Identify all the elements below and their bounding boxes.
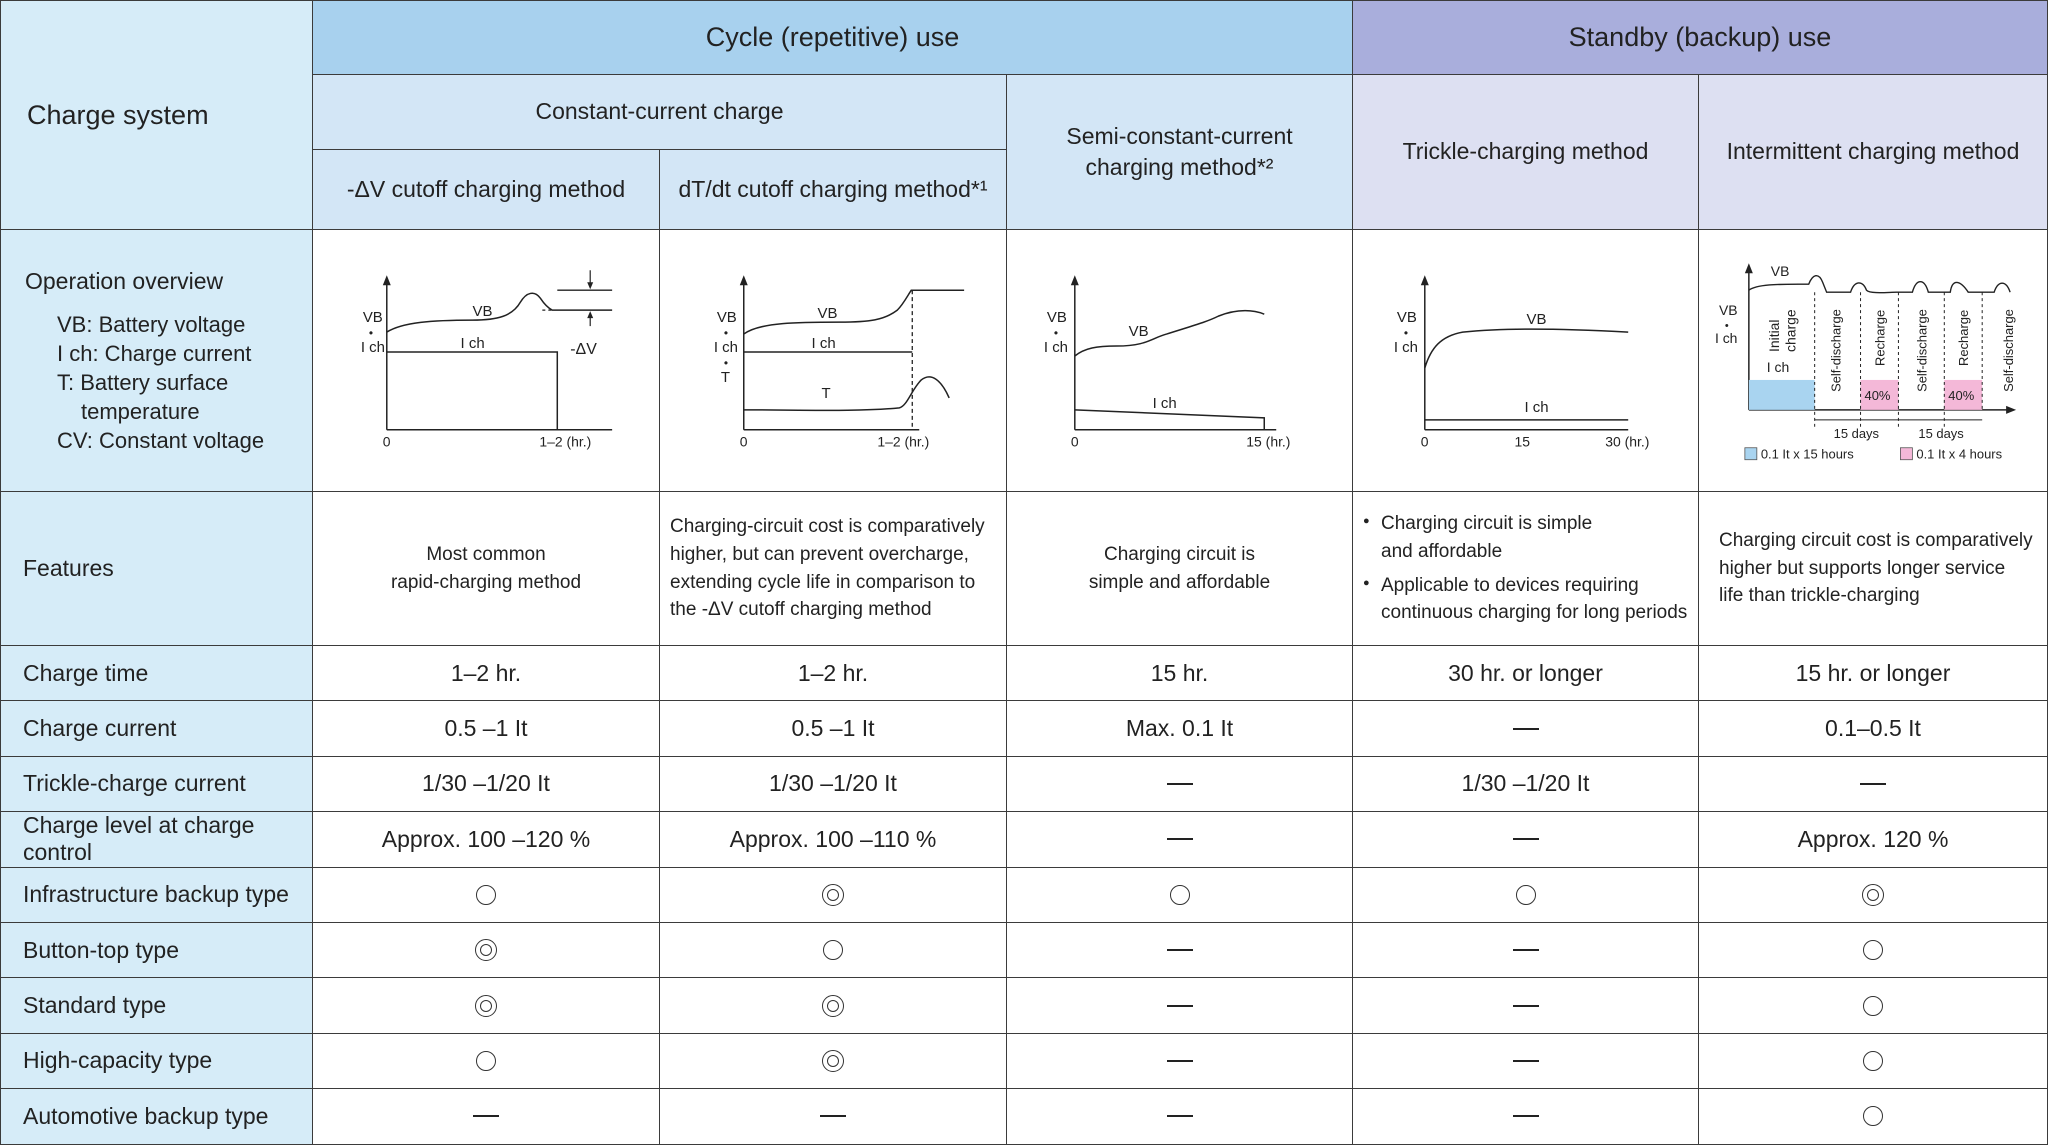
row-label-text: Automotive backup type — [23, 1102, 269, 1129]
table-cell — [313, 978, 660, 1033]
features-intermittent-2: higher but supports longer service — [1719, 557, 2006, 579]
overview-cv: CV: Constant voltage — [57, 428, 265, 454]
row-label — [0, 868, 313, 923]
cell-value: 1/30 –1/20 It — [1461, 770, 1590, 797]
table-cell — [1007, 1089, 1353, 1144]
g5-ich-axis: I ch — [1714, 329, 1738, 346]
dtdt-cutoff-header — [660, 150, 1007, 230]
g1-dv-label: -ΔV — [570, 340, 597, 358]
charge-system-label: Charge system — [27, 99, 209, 130]
circle-icon — [823, 940, 843, 960]
graph-semi-constant-cell — [1007, 230, 1353, 492]
row-label-text: Standard type — [23, 992, 167, 1019]
double-circle-icon — [822, 884, 844, 906]
g1-vb-axis: VB — [362, 308, 383, 326]
row-label — [0, 1089, 313, 1144]
semi-constant-label-2: charging method*² — [1085, 154, 1274, 180]
dash-icon — [1513, 1005, 1539, 1007]
dash-icon — [1513, 838, 1539, 840]
g5-dot: • — [1724, 319, 1729, 332]
table-cell — [1353, 1089, 1699, 1144]
row-label — [0, 923, 313, 978]
table-cell — [313, 812, 660, 867]
intermittent-header — [1699, 75, 2048, 230]
g2-vb-axis: VB — [716, 308, 737, 326]
double-circle-icon — [822, 1050, 844, 1072]
g5-legend-swatch-1 — [1745, 447, 1757, 459]
graph-semi-constant — [1007, 230, 1352, 492]
g5-initial-2: charge — [1782, 308, 1799, 352]
g3-vb-curve — [1075, 310, 1264, 355]
g5-days-2: 15 days — [1918, 425, 1964, 441]
table-cell — [1699, 646, 2048, 701]
table-cell — [660, 868, 1007, 923]
circle-icon — [476, 1051, 496, 1071]
circle-icon — [476, 885, 496, 905]
dash-icon — [820, 1115, 846, 1117]
g1-ich-line — [387, 352, 612, 430]
dash-icon — [1167, 783, 1193, 785]
g4-x1: 15 — [1514, 433, 1531, 450]
g2-ich-label: I ch — [811, 334, 836, 352]
dv-cutoff-header — [313, 150, 660, 230]
cell-value: 0.5 –1 It — [791, 715, 875, 742]
g5-self-discharge-3: Self-discharge — [2001, 308, 2017, 392]
table-cell — [1353, 978, 1699, 1033]
table-cell — [313, 1034, 660, 1089]
row-label — [0, 701, 313, 756]
g5-self-discharge-2: Self-discharge — [1914, 308, 1930, 392]
dash-icon — [1167, 838, 1193, 840]
constant-current-header — [313, 75, 1007, 150]
g2-t-axis: T — [720, 368, 730, 386]
semi-constant-header — [1007, 75, 1353, 230]
features-dtdt-3: extending cycle life in comparison to — [670, 571, 976, 593]
g2-ich-axis: I ch — [713, 338, 738, 356]
dash-icon — [1167, 1005, 1193, 1007]
double-circle-icon — [475, 939, 497, 961]
features-dtdt-4: the -ΔV cutoff charging method — [670, 599, 932, 621]
overview-title: Operation overview — [25, 267, 224, 294]
g3-x0: 0 — [1070, 433, 1079, 450]
table-cell — [660, 1034, 1007, 1089]
g5-pct-2: 40% — [1948, 387, 1975, 403]
dv-cutoff-label: -ΔV cutoff charging method — [346, 175, 626, 202]
table-cell — [313, 646, 660, 701]
features-label: Features — [23, 555, 114, 581]
features-dv — [313, 492, 660, 646]
circle-icon — [1170, 885, 1190, 905]
g3-ich-line — [1075, 409, 1264, 429]
g2-vb-label: VB — [817, 304, 838, 322]
dash-icon — [1167, 949, 1193, 951]
table-cell — [1353, 868, 1699, 923]
table-cell — [313, 923, 660, 978]
trickle-header — [1353, 75, 1699, 230]
overview-t-1: T: Battery surface — [57, 370, 229, 396]
table-cell — [660, 701, 1007, 756]
table-cell — [313, 701, 660, 756]
features-label-cell — [0, 492, 313, 646]
table-cell — [313, 757, 660, 812]
table-cell — [1353, 1034, 1699, 1089]
features-trickle-2a: Applicable to devices requiring — [1381, 574, 1639, 596]
g1-ich-axis: I ch — [360, 338, 385, 356]
charge-system-header — [0, 0, 313, 230]
g5-recharge-2: Recharge — [1956, 309, 1972, 366]
table-cell — [660, 923, 1007, 978]
table-cell — [660, 757, 1007, 812]
g2-dot1: • — [723, 325, 729, 340]
cycle-use-header — [313, 0, 1353, 75]
table-cell — [1007, 757, 1353, 812]
dash-icon — [1167, 1060, 1193, 1062]
cell-value: 1–2 hr. — [450, 659, 522, 686]
table-cell — [313, 868, 660, 923]
double-circle-icon — [1862, 884, 1884, 906]
features-dtdt-1: Charging-circuit cost is comparatively — [670, 516, 985, 538]
features-dv-1: Most common — [426, 543, 546, 565]
cycle-use-label: Cycle (repetitive) use — [705, 22, 960, 52]
g4-x2: 30 (hr.) — [1605, 433, 1650, 450]
circle-icon — [1516, 885, 1536, 905]
row-label — [0, 1034, 313, 1089]
g1-vb-curve — [387, 293, 612, 332]
g3-x1: 15 (hr.) — [1246, 433, 1291, 450]
cell-value: 30 hr. or longer — [1448, 659, 1603, 686]
table-cell — [1699, 868, 2048, 923]
overview-t-2: temperature — [81, 399, 200, 425]
table-cell — [313, 1089, 660, 1144]
table-cell — [660, 978, 1007, 1033]
g1-x1: 1–2 (hr.) — [539, 433, 592, 450]
features-dtdt — [660, 492, 1007, 646]
g2-x1: 1–2 (hr.) — [877, 433, 930, 450]
row-label-text: Button-top type — [23, 936, 179, 963]
cell-value: 0.5 –1 It — [444, 715, 528, 742]
g5-recharge-1: Recharge — [1872, 309, 1888, 366]
graph-intermittent — [1699, 230, 2047, 492]
features-intermittent-3: life than trickle-charging — [1719, 585, 1920, 607]
g3-dot: • — [1053, 325, 1059, 340]
table-cell — [1353, 757, 1699, 812]
g5-days-1: 15 days — [1833, 425, 1879, 441]
trickle-label: Trickle-charging method — [1402, 138, 1649, 165]
graph-dtdt — [660, 230, 1006, 492]
row-label-text: Charge time — [23, 659, 149, 686]
table-cell — [1353, 701, 1699, 756]
row-label — [0, 812, 313, 867]
graph-intermittent-cell — [1699, 230, 2048, 492]
table-cell — [1353, 812, 1699, 867]
table-cell — [1007, 868, 1353, 923]
row-label-text: Infrastructure backup type — [23, 881, 289, 908]
g4-x0: 0 — [1420, 433, 1429, 450]
table-cell — [1007, 1034, 1353, 1089]
g4-ich-axis: I ch — [1393, 338, 1418, 356]
table-cell — [1699, 978, 2048, 1033]
dash-icon — [1513, 728, 1539, 730]
row-label — [0, 757, 313, 812]
features-dtdt-2: higher, but can prevent overcharge, — [670, 543, 969, 565]
g4-vb-axis: VB — [1396, 308, 1417, 326]
cell-value: Max. 0.1 It — [1125, 715, 1234, 742]
row-label — [0, 646, 313, 701]
g5-pct-1: 40% — [1864, 387, 1891, 403]
g1-ich-label: I ch — [460, 334, 485, 352]
cell-value: 15 hr. — [1150, 659, 1209, 686]
features-trickle-bullet-1 — [1363, 510, 1592, 565]
features-trickle-2b: continuous charging for long periods — [1381, 602, 1688, 624]
g2-vb-curve — [744, 290, 964, 334]
g3-vb-label: VB — [1128, 322, 1149, 340]
features-intermittent — [1699, 492, 2048, 646]
g3-ich-axis: I ch — [1043, 338, 1068, 356]
table-cell — [1353, 646, 1699, 701]
graph-dv-cutoff — [313, 230, 659, 492]
table-cell — [1699, 1089, 2048, 1144]
cell-value: 1/30 –1/20 It — [769, 770, 897, 797]
constant-current-label: Constant-current charge — [535, 98, 784, 125]
table-cell — [660, 646, 1007, 701]
graph-trickle-cell — [1353, 230, 1699, 492]
intermittent-label: Intermittent charging method — [1726, 138, 2020, 165]
features-semi-2: simple and affordable — [1088, 571, 1271, 593]
g2-x0: 0 — [739, 433, 748, 450]
g5-self-discharge-1: Self-discharge — [1828, 308, 1844, 392]
g5-vb-label: VB — [1770, 262, 1790, 279]
graph-trickle — [1353, 230, 1698, 492]
cell-value: Approx. 120 % — [1797, 825, 1949, 852]
g3-vb-axis: VB — [1046, 308, 1067, 326]
dash-icon — [1513, 949, 1539, 951]
table-cell — [1007, 701, 1353, 756]
dash-icon — [473, 1115, 499, 1117]
semi-constant-label-1: Semi-constant-current — [1066, 122, 1293, 149]
table-cell — [1699, 757, 2048, 812]
overview-vb: VB: Battery voltage — [57, 312, 246, 338]
g1-vb-label: VB — [472, 302, 493, 320]
features-semi-1: Charging circuit is — [1104, 543, 1255, 565]
g2-t-curve — [744, 376, 949, 410]
g4-vb-label: VB — [1526, 310, 1547, 328]
g1-x0: 0 — [382, 433, 391, 450]
features-trickle-bullet-2 — [1363, 572, 1687, 627]
g4-vb-curve — [1425, 329, 1628, 368]
graph-dv-cutoff-cell — [313, 230, 660, 492]
g5-legend-1: 0.1 It x 15 hours — [1760, 446, 1854, 462]
g5-legend-swatch-2 — [1900, 447, 1912, 459]
features-trickle-1a: Charging circuit is simple — [1381, 513, 1593, 535]
table-cell — [1007, 978, 1353, 1033]
graph-dtdt-cell — [660, 230, 1007, 492]
features-dv-2: rapid-charging method — [390, 571, 582, 593]
row-label-text: High-capacity type — [23, 1047, 213, 1074]
features-semi — [1007, 492, 1353, 646]
dash-icon — [1513, 1115, 1539, 1117]
table-cell — [1699, 1034, 2048, 1089]
g5-initial-charge-bar — [1749, 379, 1815, 409]
double-circle-icon — [475, 995, 497, 1017]
g4-ich-label: I ch — [1524, 398, 1549, 416]
circle-icon — [1863, 1106, 1883, 1126]
g1-dot: • — [368, 325, 374, 340]
dash-icon — [1860, 783, 1886, 785]
standby-use-header — [1353, 0, 2048, 75]
g5-initial-1: Initial — [1765, 318, 1782, 352]
double-circle-icon — [822, 995, 844, 1017]
g4-dot: • — [1403, 325, 1409, 340]
cell-value: 15 hr. or longer — [1795, 659, 1951, 686]
table-cell — [1007, 646, 1353, 701]
features-trickle-1b: and affordable — [1381, 540, 1503, 562]
row-label-text: Charge current — [23, 715, 177, 742]
cell-value: Approx. 100 –120 % — [381, 825, 591, 852]
dtdt-cutoff-label: dT/dt cutoff charging method*¹ — [678, 175, 988, 202]
row-label-text: Trickle-charge current — [23, 770, 246, 797]
g5-legend-2: 0.1 It x 4 hours — [1916, 446, 2003, 462]
g5-ich-label: I ch — [1766, 358, 1790, 375]
table-cell — [1007, 923, 1353, 978]
row-label-text: Charge level at charge control — [23, 812, 255, 866]
dash-icon — [1167, 1115, 1193, 1117]
overview-ich: I ch: Charge current — [57, 341, 252, 367]
table-cell — [1699, 812, 2048, 867]
g3-ich-label: I ch — [1152, 394, 1177, 412]
operation-overview-label — [0, 230, 313, 492]
table-cell — [1007, 812, 1353, 867]
g2-t-label: T — [821, 384, 831, 402]
table-cell — [660, 812, 1007, 867]
table-cell — [1353, 923, 1699, 978]
standby-use-label: Standby (backup) use — [1568, 22, 1832, 52]
circle-icon — [1863, 940, 1883, 960]
g2-dot2: • — [723, 355, 729, 370]
row-label — [0, 978, 313, 1033]
table-cell — [1699, 923, 2048, 978]
circle-icon — [1863, 996, 1883, 1016]
features-intermittent-1: Charging circuit cost is comparatively — [1719, 530, 2033, 552]
cell-value: Approx. 100 –110 % — [729, 825, 937, 852]
cell-value: 1/30 –1/20 It — [422, 770, 550, 797]
table-cell — [1699, 701, 2048, 756]
cell-value: 0.1–0.5 It — [1825, 715, 1921, 742]
circle-icon — [1863, 1051, 1883, 1071]
features-trickle — [1353, 492, 1699, 646]
dash-icon — [1513, 1060, 1539, 1062]
cell-value: 1–2 hr. — [797, 659, 869, 686]
g5-vb-axis: VB — [1718, 301, 1738, 318]
table-cell — [660, 1089, 1007, 1144]
